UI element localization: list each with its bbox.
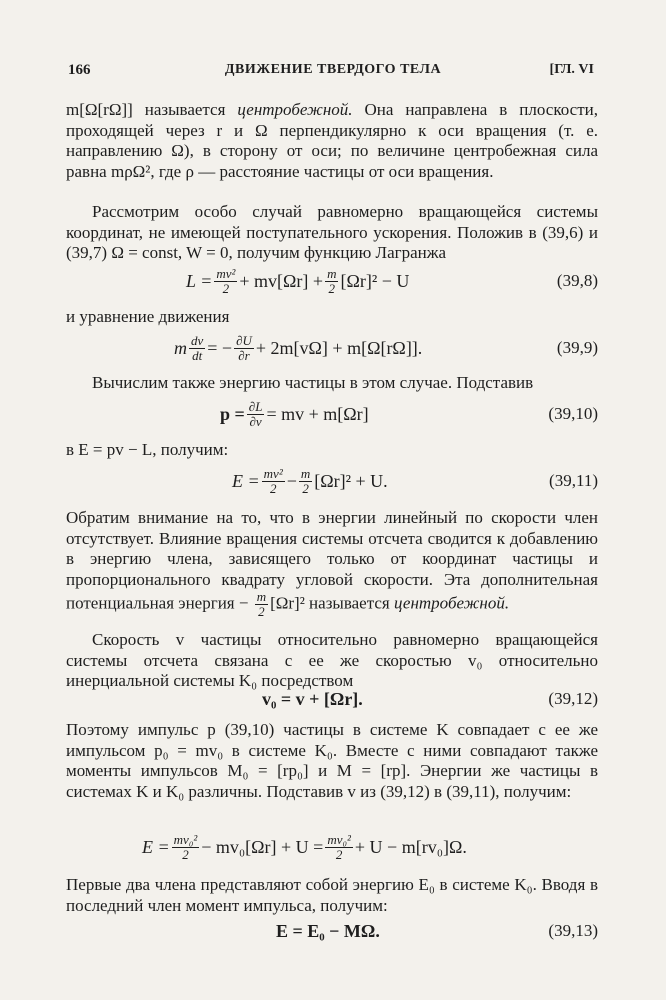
- p9-text: Первые два члена представляют собой энергию E₀ в системе K₀. Вводя в последний член момент импульса, получим:: [66, 875, 598, 915]
- eq6-frac1: $\frac{\text{mv₀²}}{2}$: [173, 831, 198, 862]
- p6-text-a: Обратим внимание на то, что в энергии линейный по скорости член отсутствует. Влияние вращения системы отсчета сводится к добавлению в энергию члена, зависящего только от координат частицы и пропорционального квадрату угловой скорости. Эта дополнительная потенциальная энергия −: [66, 508, 598, 613]
- eq6-lhs: E =: [142, 836, 170, 857]
- eq2-lhs: m: [174, 337, 187, 358]
- p1-pre: m[Ω[rΩ]] называется: [66, 100, 238, 119]
- eq4-frac1: $\frac{\text{mv²}}{2}$: [263, 465, 283, 496]
- eq1-rhs: [Ωr]² − U: [340, 270, 410, 291]
- eq1-frac1: $\frac{\text{mv²}}{2}$: [216, 265, 236, 296]
- equation-39-13: [66, 912, 598, 950]
- eq5-body: v₀ = v + [Ωr].: [262, 688, 363, 709]
- eq1-frac2: $\frac{m}{2}$: [327, 265, 337, 296]
- eq2-rhs: + 2m[vΩ] + m[Ω[rΩ]].: [255, 337, 423, 358]
- p4-text: Вычислим также энергию частицы в этом случае. Подставив: [92, 373, 534, 392]
- eq6-rhs: + U − m[rv₀]Ω.: [354, 836, 467, 857]
- eq2-mid: = −: [207, 337, 233, 358]
- p6-emphasis: центробежной.: [393, 593, 510, 613]
- paragraph-energy: [66, 373, 598, 394]
- p8-text: Поэтому импульс p (39,10) частицы в системе K совпадает с ее же импульсом p₀ = mv₀ в системе K₀. Вместе с ними совпадают также моменты импульсов M₀ = [rp₀] и M = [rp]. Энергии же частицы в системах K и K₀ различны. Подставив v из (39,12) в (39,11), получим:: [66, 720, 598, 801]
- p3-text: и уравнение движения: [66, 307, 230, 326]
- eq4-rhs: [Ωr]² + U.: [314, 470, 388, 491]
- eq7-body: E = E₀ − MΩ.: [276, 920, 380, 941]
- eq1-lhs: L =: [186, 270, 213, 291]
- eq2-frac1: $\frac{dv}{dt}$: [191, 332, 204, 363]
- equation-39-11: [66, 462, 598, 500]
- eq4-frac2: $\frac{m}{2}$: [300, 465, 311, 496]
- eq-number-39-13: (39,13): [548, 921, 598, 940]
- eq6-mid: − mv₀[Ωr] + U =: [201, 836, 324, 857]
- equation-39-8: [66, 262, 598, 300]
- eq2-frac2: $\frac{\partial U}{\partial r}$: [236, 332, 252, 363]
- equation-39-12: [66, 680, 598, 718]
- p7-text: Скорость v частицы относительно равномерно вращающейся системы отсчета связана с ее же скоростью v₀ относительно инерциальной системы K₀ посредством: [66, 630, 598, 690]
- paragraph-linear-term: [66, 508, 598, 619]
- eq-number-39-8: (39,8): [556, 271, 598, 290]
- page-number: 166: [68, 62, 91, 78]
- eq-number-39-12: (39,12): [548, 689, 598, 708]
- paragraph-rotating-frame: [66, 202, 598, 264]
- eq-number-39-9: (39,9): [556, 338, 598, 357]
- eq-number-39-10: (39,10): [548, 404, 598, 423]
- running-title: ДВИЖЕНИЕ ТВЕРДОГО ТЕЛА: [224, 62, 442, 77]
- eq3-rhs: = mv + m[Ωr]: [266, 403, 369, 424]
- paragraph-equation-of-motion: [66, 307, 598, 328]
- p5-text: в E = pv − L, получим:: [66, 440, 229, 459]
- p6-text-b: [Ωr]² называется: [270, 593, 394, 613]
- eq4-lhs: E =: [232, 470, 260, 491]
- paragraph-first-two-terms: [66, 875, 598, 916]
- eq4-mid: −: [286, 470, 297, 491]
- chapter-label: [ГЛ. VI: [549, 62, 594, 77]
- eq3-lhs: p =: [220, 403, 245, 424]
- eq-number-39-11: (39,11): [549, 471, 598, 490]
- paragraph-substitute: [66, 440, 598, 461]
- equation-39-10: [66, 395, 598, 433]
- eq3-frac1: $\frac{\partial L}{\partial v}$: [248, 398, 263, 429]
- eq6-frac2: $\frac{\text{mv₀²}}{2}$: [327, 831, 351, 862]
- p6-frac: $\frac{m}{2}$: [256, 589, 267, 619]
- eq1-mid: + mv[Ωr] +: [239, 270, 324, 291]
- p1-post: Она направлена в плоскости, проходящей через r и Ω перпендикулярно к оси вращения (т. е. направлению Ω), в сторону от оси; по величине центробежная сила равна mρΩ², где ρ — расстояние частицы от оси вращения.: [66, 100, 598, 181]
- equation-energy-substituted: [66, 828, 598, 866]
- paragraph-momentum: [66, 720, 598, 802]
- p1-emphasis: центробежной.: [237, 100, 353, 119]
- paragraph-centrifugal-force: [66, 100, 598, 182]
- p2-text: Рассмотрим особо случай равномерно вращающейся системы координат, не имеющей поступательного ускорения. Положив в (39,6) и (39,7) Ω = const, W = 0, получим функцию Лагранжа: [66, 202, 598, 262]
- equation-39-9: [66, 329, 598, 367]
